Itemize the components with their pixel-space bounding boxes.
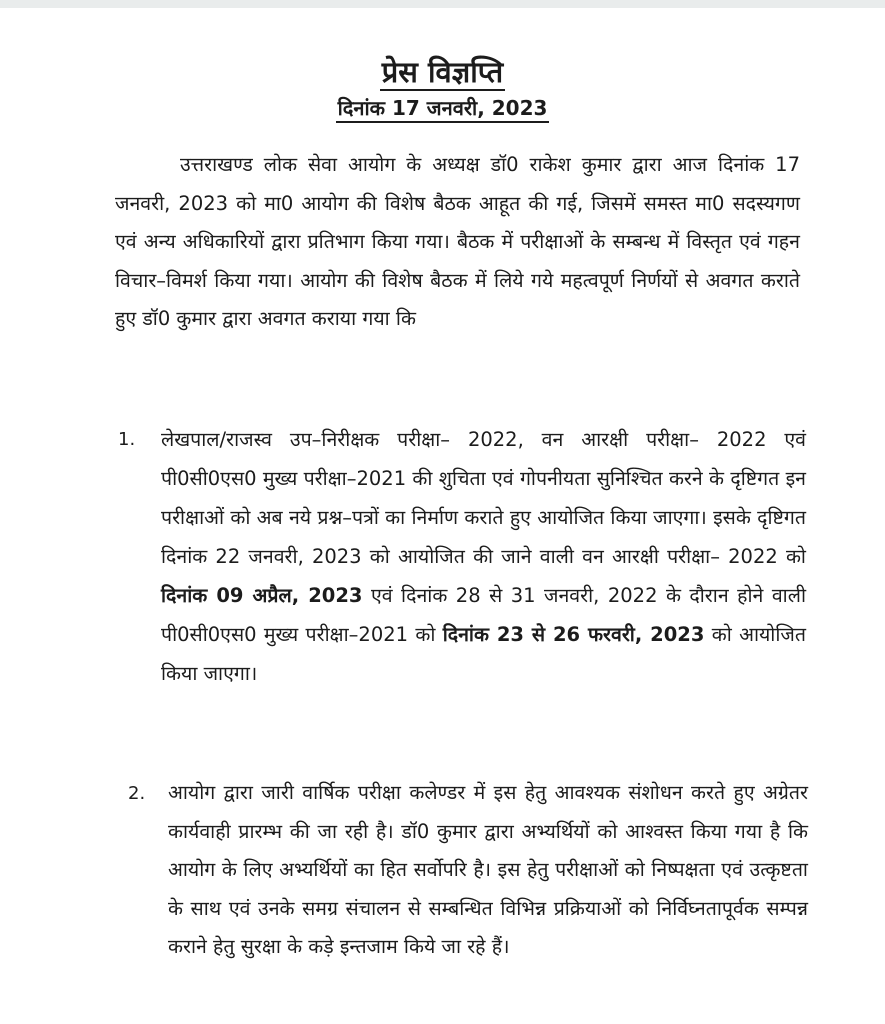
press-release-title — [0, 52, 885, 92]
item-text-part: को आयोजित किया जाएगा। — [161, 623, 806, 685]
list-item-text — [161, 420, 806, 693]
pcs-mains-exam-date: दिनांक 23 से 26 फरवरी, 2023 — [442, 623, 705, 646]
list-item-number: 2. — [128, 783, 146, 804]
press-release-date — [0, 92, 885, 124]
title-text: प्रेस विज्ञप्ति — [381, 55, 504, 89]
date-text: दिनांक 17 जनवरी, 2023 — [336, 95, 550, 123]
forest-guard-exam-date: दिनांक 09 अप्रैल, 2023 — [161, 584, 363, 607]
list-item-number: 1. — [118, 429, 136, 450]
item-text-part: एवं दिनांक 28 से 31 जनवरी, 2022 के दौरान होने वाली पी0सी0एस0 मुख्य परीक्षा–2021 को — [161, 584, 806, 646]
intro-paragraph: उत्तराखण्ड लोक सेवा आयोग के अध्यक्ष डॉ0 राकेश कुमार द्वारा आज दिनांक 17 जनवरी, 2023 को मा0 आयोग की विशेष बैठक आहूत की गई, जिसमें समस्त मा0 सदस्यगण एवं अन्य अधिकारियों द्वारा प्रतिभाग किया गया। बैठक में परीक्षाओं के सम्बन्ध में विस्तृत एवं गहन विचार–विमर्श किया गया। आयोग की विशेष बैठक में लिये गये महत्वपूर्ण निर्णयों से अवगत कराते हुए डॉ0 कुमार द्वारा अवगत कराया गया कि — [115, 153, 800, 330]
list-item-text: आयोग द्वारा जारी वार्षिक परीक्षा कलेण्डर में इस हेतु आवश्यक संशोधन करते हुए अग्रेतर कार्यवाही प्रारम्भ की जा रही है। डॉ0 कुमार द्वारा अभ्यर्थियों को आश्वस्त किया गया है कि आयोग के लिए अभ्यर्थियों का हित सर्वोपरि है। इस हेतु परीक्षाओं को निष्पक्षता एवं उत्कृष्टता के साथ एवं उनके समग्र संचालन से सम्बन्धित विभिन्न प्रक्रियाओं को निर्विघ्नतापूर्वक सम्पन्न कराने हेतु सुरक्षा के कड़े इन्तजाम किये जा रहे हैं। — [168, 781, 808, 958]
item-text-part: लेखपाल/राजस्व उप–निरीक्षक परीक्षा– 2022, वन आरक्षी परीक्षा– 2022 एवं पी0सी0एस0 मुख्य परीक्षा–2021 की शुचिता एवं गोपनीयता सुनिश्चित करने के दृष्टिगत इन परीक्षाओं को अब नये प्रश्न–पत्रों का निर्माण कराते हुए आयोजित किया जाएगा। इसके दृष्टिगत दिनांक 22 जनवरी, 2023 को आयोजित की जाने वाली वन आरक्षी परीक्षा– 2022 को — [161, 428, 806, 568]
